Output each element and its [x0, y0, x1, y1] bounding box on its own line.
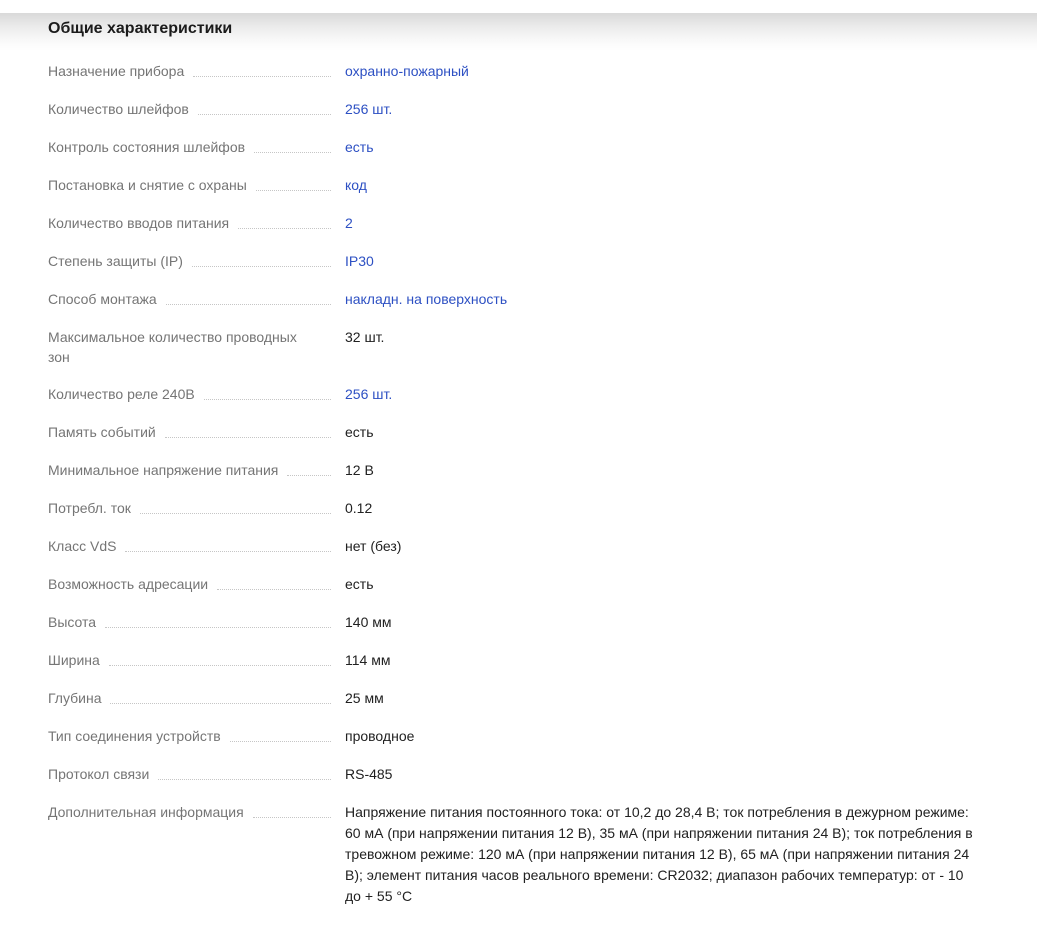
spec-row [48, 802, 975, 907]
spec-leader-dots [105, 612, 331, 628]
spec-label: Количество реле 240В [48, 386, 195, 402]
spec-label-wrap [48, 764, 345, 784]
spec-leader-dots [125, 536, 331, 552]
spec-label-wrap [48, 175, 345, 195]
spec-leader-dots [230, 726, 331, 742]
spec-row [48, 726, 975, 747]
spec-row [48, 327, 975, 367]
spec-label: Ширина [48, 652, 100, 668]
spec-value: нет (без) [345, 538, 402, 554]
spec-value-link[interactable]: 2 [345, 215, 353, 231]
spec-value: проводное [345, 728, 415, 744]
spec-label: Дополнительная информация [48, 804, 244, 820]
spec-value: 0.12 [345, 500, 373, 516]
spec-value-link[interactable]: накладн. на поверхность [345, 291, 508, 307]
spec-value: 25 мм [345, 690, 384, 706]
section-title: Общие характеристики [48, 20, 233, 37]
spec-label: Количество шлейфов [48, 101, 189, 117]
spec-value-link[interactable]: охранно-пожарный [345, 63, 469, 79]
spec-row [48, 536, 975, 557]
spec-value-link[interactable]: 256 шт. [345, 101, 393, 117]
spec-leader-dots [166, 289, 331, 305]
spec-row [48, 650, 975, 671]
spec-row [48, 289, 975, 310]
spec-label-wrap [48, 650, 345, 670]
spec-label-wrap [48, 289, 345, 309]
spec-leader-dots [110, 688, 331, 704]
spec-row [48, 688, 975, 709]
spec-leader-dots [254, 137, 331, 153]
spec-row [48, 764, 975, 785]
spec-label-wrap [48, 213, 345, 233]
spec-value: 32 шт. [345, 329, 385, 345]
spec-label-wrap [48, 251, 345, 271]
spec-label: Способ монтажа [48, 291, 157, 307]
spec-value-link[interactable]: код [345, 177, 367, 193]
spec-label: Контроль состояния шлейфов [48, 139, 246, 155]
spec-leader-dots [287, 460, 331, 476]
spec-label-wrap [48, 802, 345, 822]
spec-value: 140 мм [345, 614, 392, 630]
spec-row [48, 213, 975, 234]
spec-label: Количество вводов питания [48, 215, 230, 231]
spec-label: Класс VdS [48, 538, 117, 554]
spec-label-wrap [48, 61, 345, 81]
spec-label-wrap [48, 688, 345, 708]
spec-row [48, 384, 975, 405]
spec-value: есть [345, 424, 374, 440]
spec-row [48, 422, 975, 443]
spec-row [48, 175, 975, 196]
spec-leader-dots [192, 251, 331, 267]
spec-leader-dots [204, 384, 331, 400]
spec-leader-dots [165, 422, 331, 438]
spec-row [48, 498, 975, 519]
spec-leader-dots [238, 213, 331, 229]
spec-value-link[interactable]: IP30 [345, 253, 374, 269]
spec-label: Максимальное количество проводных зон [48, 329, 297, 365]
spec-label: Глубина [48, 690, 102, 706]
spec-label: Протокол связи [48, 766, 150, 782]
spec-row [48, 99, 975, 120]
spec-value: RS-485 [345, 766, 393, 782]
spec-label: Высота [48, 614, 97, 630]
spec-label: Возможность адресации [48, 576, 209, 592]
top-gap [0, 0, 1037, 13]
spec-leader-dots [253, 802, 331, 818]
spec-value-link[interactable]: 256 шт. [345, 386, 393, 402]
spec-label: Тип соединения устройств [48, 728, 221, 744]
spec-value: есть [345, 576, 374, 592]
spec-value: 114 мм [345, 652, 391, 668]
spec-label-wrap [48, 137, 345, 157]
spec-value: Напряжение питания постоянного тока: от 10,2 до 28,4 В; ток потребления в дежурном режиме: 60 мА (при напряжении питания 12 В), 35 мА (при напряжении питания 24 В); ток потребления в тревожном режиме: 120 мА (при напряжении питания 12 В), 65 мА (при напряжении питания 24 В); элемент питания часов реального времени: CR2032; диапазон рабочих температур: от - 10 до + 55 °C [345, 804, 973, 904]
spec-label: Память событий [48, 424, 156, 440]
spec-label-wrap [48, 422, 345, 442]
spec-leader-dots [140, 498, 331, 514]
spec-label: Назначение прибора [48, 63, 185, 79]
spec-label-wrap [48, 536, 345, 556]
spec-leader-dots [256, 175, 331, 191]
spec-label: Минимальное напряжение питания [48, 462, 279, 478]
spec-value: 12 В [345, 462, 374, 478]
spec-leader-dots [109, 650, 331, 666]
section-header [0, 13, 1037, 51]
spec-label: Постановка и снятие с охраны [48, 177, 247, 193]
spec-label-wrap [48, 726, 345, 746]
spec-value-link[interactable]: есть [345, 139, 374, 155]
spec-row [48, 61, 975, 82]
spec-label: Степень защиты (IP) [48, 253, 183, 269]
spec-label-wrap [48, 99, 345, 119]
spec-row [48, 251, 975, 272]
spec-label-wrap [48, 612, 345, 632]
spec-row [48, 137, 975, 158]
spec-label-wrap [48, 460, 345, 480]
spec-label-wrap [48, 574, 345, 594]
spec-leader-dots [158, 764, 331, 780]
spec-leader-dots [193, 61, 331, 77]
spec-leader-dots [198, 99, 331, 115]
spec-label-wrap [48, 327, 345, 367]
spec-row [48, 612, 975, 633]
spec-label: Потребл. ток [48, 500, 131, 516]
spec-leader-dots [217, 574, 331, 590]
spec-label-wrap [48, 498, 345, 518]
spec-list [0, 51, 1037, 938]
spec-label-wrap [48, 384, 345, 404]
spec-row [48, 460, 975, 481]
spec-row [48, 574, 975, 595]
